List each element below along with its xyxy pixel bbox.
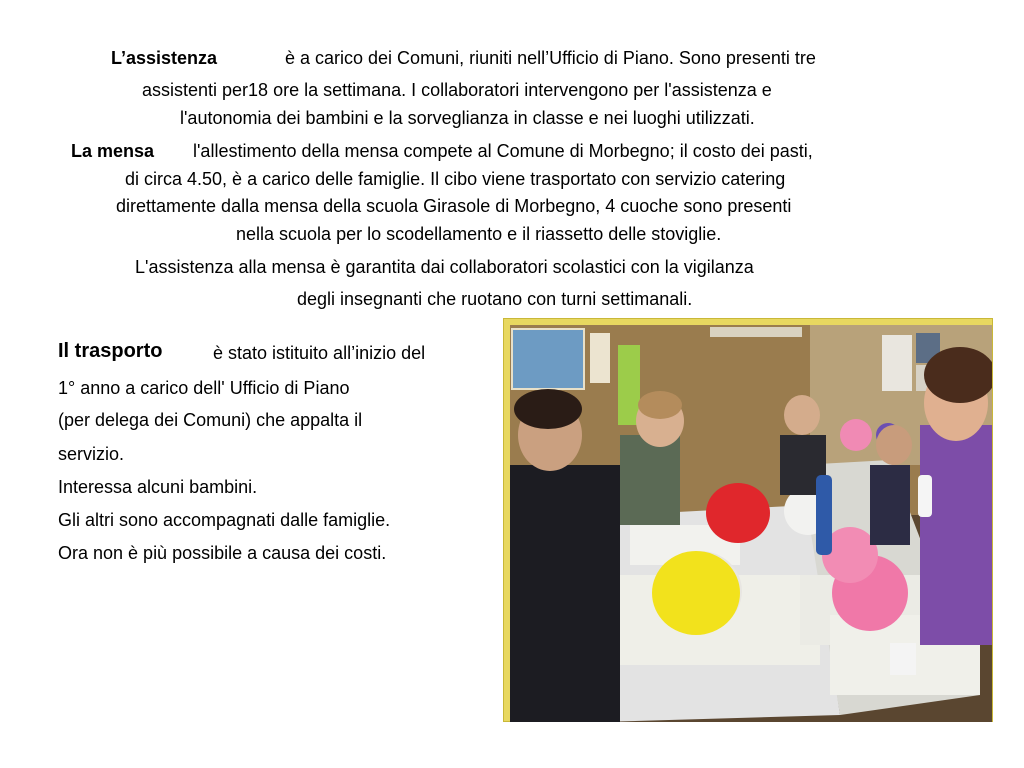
trasporto-text-line-7: Ora non è più possibile a causa dei costi.: [58, 543, 387, 563]
mensa-text-line-4: nella scuola per lo scodellamento e il riassetto delle stoviglie.: [236, 224, 722, 244]
mensa-text-line-2: di circa 4.50, è a carico delle famiglie. Il cibo viene trasportato con servizio catering: [125, 169, 786, 189]
mensa-text-line-5: L'assistenza alla mensa è garantita dai collaboratori scolastici con la vigilanza: [135, 257, 754, 277]
mensa-text-line-6: degli insegnanti che ruotano con turni settimanali.: [297, 289, 693, 309]
trasporto-text-line-4: servizio.: [58, 444, 125, 464]
classroom-photo: [510, 325, 992, 722]
trasporto-heading: Il trasporto: [58, 340, 163, 362]
mensa-heading: La mensa: [71, 141, 155, 161]
trasporto-text-line-5: Interessa alcuni bambini.: [58, 477, 258, 497]
mensa-text-line-3: direttamente dalla mensa della scuola Girasole di Morbegno, 4 cuoche sono presenti: [116, 196, 792, 216]
classroom-illustration: [510, 325, 992, 722]
assistenza-text-line-2: assistenti per18 ore la settimana. I collaboratori intervengono per l'assistenza e: [142, 80, 772, 100]
trasporto-text-line-2: 1° anno a carico dell' Ufficio di Piano: [58, 378, 350, 398]
assistenza-text-line-1: è a carico dei Comuni, riuniti nell’Ufficio di Piano. Sono presenti tre: [285, 48, 816, 68]
mensa-text-line-1: l'allestimento della mensa compete al Comune di Morbegno; il costo dei pasti,: [193, 141, 813, 161]
trasporto-text-line-6: Gli altri sono accompagnati dalle famiglie.: [58, 510, 391, 530]
assistenza-text-line-3: l'autonomia dei bambini e la sorveglianza in classe e nei luoghi utilizzati.: [180, 108, 755, 128]
assistenza-heading: L’assistenza: [111, 48, 218, 68]
trasporto-text-line-3: (per delega dei Comuni) che appalta il: [58, 410, 363, 430]
trasporto-text-line-1: è stato istituito all’inizio del: [213, 343, 426, 363]
